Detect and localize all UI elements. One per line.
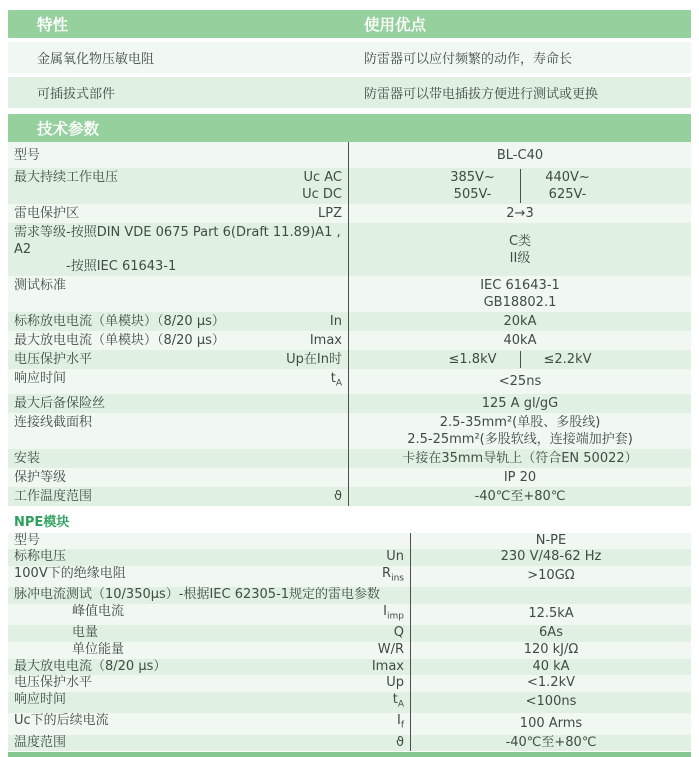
spec-label-cell — [8, 659, 410, 676]
symbol-subscript: A — [397, 699, 404, 710]
spec-value-line: II级 — [509, 250, 531, 266]
spec-label-line: 电压保护水平 — [14, 352, 93, 367]
spec-label-cell — [8, 549, 410, 566]
spec-value-cell — [410, 735, 691, 752]
benefit-cell: 防雷器可以带电插拔方便进行测试或更换 — [364, 87, 599, 102]
spec-value: <1.2kV — [527, 675, 575, 691]
spec-value-pair-col — [520, 351, 615, 368]
spec-label — [14, 370, 66, 387]
spec-value: <25ns — [498, 373, 542, 389]
features-header-col1: 特性 — [37, 16, 69, 34]
spec-row — [8, 735, 691, 752]
spec-symbol — [310, 332, 348, 349]
spec-label — [14, 714, 109, 729]
spec-value: 12.5kA — [528, 606, 574, 622]
spec-symbol-line: Up — [386, 675, 404, 691]
spec-value-line: IEC 61643-1 — [480, 278, 560, 293]
spec-symbol — [302, 169, 348, 203]
spec-value: -40℃至+80℃ — [474, 488, 566, 504]
spec-symbol — [396, 736, 410, 751]
spec-symbol — [386, 676, 410, 691]
bottom-accent-bar — [8, 752, 691, 757]
spec-label — [14, 224, 342, 275]
spec-label-line: 标称电压 — [14, 549, 67, 565]
spec-symbol — [386, 550, 410, 565]
spec-symbol — [318, 205, 348, 222]
spec-value-cell — [348, 350, 691, 369]
spec-symbol-line: Q — [393, 625, 404, 641]
spec-value: 230 V/48-62 Hz — [500, 549, 602, 565]
spec-label-line: 响应时间 — [14, 692, 67, 708]
spec-value: 120 kJ/Ω — [523, 642, 579, 657]
spec-value-cell — [348, 413, 691, 449]
spec-value: 卡接在35mm导轨上（符合EN 50022） — [402, 450, 638, 466]
spec-value-cell — [410, 675, 691, 692]
spec-label-cell — [8, 449, 348, 468]
benefit-cell: 防雷器可以应付频繁的动作，寿命长 — [364, 52, 573, 67]
spec-label-line: -按照IEC 61643-1 — [66, 259, 177, 274]
spec-symbol-line: Uc DC — [302, 187, 342, 202]
spec-value-cell — [348, 142, 691, 168]
spec-row — [8, 312, 691, 331]
spec-row — [8, 468, 691, 487]
spec-value-line: C类 — [508, 233, 532, 249]
spec-label-line: 连接线截面积 — [14, 414, 93, 430]
symbol-base: I — [396, 713, 401, 729]
spec-row — [8, 587, 691, 604]
spec-value-cell — [410, 549, 691, 566]
spec-value-cell — [348, 312, 691, 331]
spec-value-line: 2.5-25mm²(多股软线，连接端加护套) — [407, 431, 633, 447]
spec-label-line: 最大放电电流（单模块）（8/20 μs） — [14, 333, 225, 348]
spec-symbol — [372, 660, 410, 675]
spec-value-pair-col — [520, 169, 615, 203]
spec-label — [14, 550, 66, 565]
spec-label-cell — [8, 566, 410, 587]
spec-label-cell — [8, 642, 410, 659]
symbol-subscript: A — [335, 378, 342, 389]
spec-value: >10GΩ — [527, 568, 575, 584]
spec-symbol-line — [383, 605, 404, 624]
spec-value-cell — [410, 604, 691, 625]
spec-row — [8, 713, 691, 734]
spec-symbol-line: Imax — [371, 658, 404, 674]
spec-value: 40kA — [503, 333, 537, 348]
spec-value-cell — [348, 204, 691, 223]
spec-label — [14, 626, 98, 641]
spec-value: N-PE — [535, 532, 567, 548]
symbol-base: R — [382, 566, 392, 581]
spec-label — [14, 169, 118, 186]
spec-value: BL-C40 — [496, 148, 544, 163]
spec-label-cell — [8, 587, 410, 604]
spec-label-cell — [8, 331, 348, 350]
spec-row — [8, 276, 691, 312]
spec-value: 6As — [539, 625, 563, 641]
spec-label — [14, 534, 40, 549]
spec-label-cell — [8, 533, 410, 550]
spec-symbol-line: ϑ — [333, 488, 342, 504]
spec-value-pair — [426, 169, 615, 203]
spec-row — [8, 394, 691, 413]
tech-params-title: 技术参数 — [37, 120, 100, 138]
tech-params-header-band — [8, 114, 691, 142]
spec-label-cell — [8, 487, 348, 506]
spec-label-line: 最大后备保险丝 — [14, 395, 106, 411]
spec-symbol — [383, 605, 410, 624]
spec-value-cell — [410, 625, 691, 642]
spec-symbol-line: W/R — [377, 642, 404, 657]
spec-label-line: 温度范围 — [14, 734, 67, 750]
feature-row — [8, 77, 691, 108]
spec-value-line: GB18802.1 — [483, 295, 557, 310]
spec-symbol-line: Up在In时 — [286, 352, 342, 367]
spec-symbol — [286, 351, 348, 368]
spec-label-line: 单位能量 — [72, 642, 125, 657]
spec-value-cell — [410, 566, 691, 587]
spec-label — [14, 277, 66, 294]
spec-label-line: 保护等级 — [14, 469, 67, 485]
spec-value-line: 625V- — [548, 187, 587, 202]
spec-label-cell — [8, 223, 348, 276]
spec-value: IP 20 — [503, 469, 537, 485]
spec-label-cell — [8, 369, 348, 394]
spec-row — [8, 675, 691, 692]
spec-label-line: 最大放电电流（8/20 μs） — [14, 658, 167, 674]
spec-label — [14, 736, 66, 751]
symbol-subscript: imp — [387, 611, 404, 622]
spec-label — [14, 469, 66, 486]
spec-value-cell — [348, 394, 691, 413]
spec-label — [14, 643, 124, 658]
spec-value: 125 A gl/gG — [481, 395, 559, 411]
spec-symbol-line: Uc AC — [303, 170, 342, 185]
spec-value-pair-col — [426, 351, 520, 368]
spec-value-cell — [410, 587, 691, 604]
spec-row — [8, 549, 691, 566]
spec-value-cell — [348, 369, 691, 394]
spec-value-cell — [410, 533, 691, 550]
spec-value: 20kA — [503, 314, 537, 329]
symbol-subscript: ins — [391, 573, 404, 584]
spec-row — [8, 142, 691, 168]
spec-symbol-line — [382, 567, 404, 586]
spec-symbol — [397, 714, 410, 733]
spec-label-cell — [8, 625, 410, 642]
spec-label — [14, 395, 105, 412]
spec-value-line: 2.5-35mm²(单股、多股线) — [439, 414, 601, 430]
spec-label — [14, 414, 92, 431]
spec-row — [8, 604, 691, 625]
spec-value: 40 kA — [532, 658, 570, 674]
spec-label-line: 100V下的绝缘电阻 — [14, 566, 126, 581]
spec-symbol — [334, 488, 348, 505]
spec-row — [8, 350, 691, 369]
spec-row — [8, 566, 691, 587]
spec-row — [8, 413, 691, 449]
spec-label-cell — [8, 204, 348, 223]
spec-label-cell — [8, 276, 348, 312]
spec-row — [8, 625, 691, 642]
npe-section-title: NPE模块 — [8, 506, 691, 533]
spec-symbol-line — [393, 693, 404, 712]
spec-label-cell — [8, 692, 410, 713]
spec-label-line: 最大持续工作电压 — [14, 170, 119, 185]
spec-label — [14, 351, 92, 368]
spec-value: 100 Arms — [519, 715, 583, 731]
spec-row — [8, 331, 691, 350]
spec-label — [14, 605, 124, 620]
spec-label — [14, 660, 166, 675]
spec-symbol — [382, 567, 410, 586]
spec-value-cell — [410, 642, 691, 659]
features-header-col2: 使用优点 — [364, 16, 427, 34]
spec-value-line: 385V~ — [450, 170, 495, 185]
spec-symbol-line: ϑ — [395, 734, 404, 750]
spec-table-npe — [8, 533, 691, 752]
spec-label — [14, 332, 225, 349]
spec-label — [14, 450, 40, 467]
spec-value: 2→3 — [506, 206, 534, 221]
spec-value-pair — [426, 351, 615, 368]
spec-table-technical — [8, 142, 691, 506]
spec-label — [14, 567, 126, 582]
spec-row — [8, 533, 691, 550]
spec-label-line: 标称放电电流（单模块）（8/20 μs） — [14, 314, 225, 329]
spec-label-line: 需求等级-按照DIN VDE 0675 Part 6(Draft 11.89)A1 , A2 — [14, 225, 341, 257]
spec-value-line: ≤1.8kV — [448, 352, 497, 367]
spec-row — [8, 168, 691, 204]
spec-label-cell — [8, 713, 410, 734]
feature-row — [8, 42, 691, 73]
spec-label-cell — [8, 350, 348, 369]
spec-symbol — [378, 643, 410, 658]
spec-label-line: 响应时间 — [14, 371, 67, 386]
spec-value-cell — [348, 487, 691, 506]
spec-symbol-line: LPZ — [318, 206, 342, 221]
spec-label-cell — [8, 413, 348, 449]
symbol-base: t — [392, 692, 398, 708]
symbol-subscript: f — [400, 721, 404, 731]
spec-label-cell — [8, 735, 410, 752]
spec-row — [8, 204, 691, 223]
spec-label-line: 雷电保护区 — [14, 206, 80, 221]
spec-value-cell — [348, 168, 691, 204]
spec-symbol-line: In — [329, 314, 342, 329]
spec-row — [8, 692, 691, 713]
spec-label-cell — [8, 604, 410, 625]
spec-symbol — [331, 370, 348, 393]
spec-value-line: ≤2.2kV — [543, 352, 592, 367]
spec-value: <100ns — [525, 694, 577, 710]
spec-row — [8, 369, 691, 394]
spec-label-cell — [8, 675, 410, 692]
spec-label-cell — [8, 168, 348, 204]
spec-symbol-line — [331, 370, 342, 393]
spec-value-cell — [410, 713, 691, 734]
symbol-base: t — [330, 371, 336, 386]
symbol-base: I — [383, 604, 388, 619]
spec-value-line: 505V- — [453, 187, 492, 202]
spec-label-cell — [8, 312, 348, 331]
feature-cell: 金属氧化物压敏电阻 — [37, 52, 155, 67]
spec-symbol — [330, 313, 348, 330]
spec-row — [8, 659, 691, 676]
spec-label-cell — [8, 468, 348, 487]
spec-value-cell — [410, 659, 691, 676]
spec-value-cell — [348, 276, 691, 312]
spec-value-cell — [348, 468, 691, 487]
spec-row — [8, 449, 691, 468]
spec-label-line: 安装 — [14, 450, 41, 466]
spec-label — [14, 676, 92, 691]
spec-value-cell — [410, 692, 691, 713]
spec-label-line: 型号 — [14, 148, 41, 163]
spec-label — [14, 488, 92, 505]
spec-label — [14, 693, 66, 708]
feature-cell: 可插拔式部件 — [37, 87, 116, 102]
spec-label — [14, 205, 79, 222]
spec-symbol-line — [397, 714, 404, 733]
spec-label-line: 测试标准 — [14, 278, 67, 293]
spec-label-line: 型号 — [14, 532, 41, 548]
spec-label-line: 工作温度范围 — [14, 488, 93, 504]
spec-value-pair-col — [426, 169, 520, 203]
spec-value-cell — [348, 449, 691, 468]
spec-value-line: 440V~ — [545, 170, 590, 185]
spec-label-line: Uc下的后续电流 — [14, 713, 109, 729]
spec-value-cell — [348, 223, 691, 276]
spec-label — [14, 588, 380, 603]
spec-symbol-line: Imax — [309, 333, 342, 348]
spec-label-line: 峰值电流 — [72, 604, 125, 619]
spec-label-cell — [8, 394, 348, 413]
spec-label-line: 脉冲电流测试（10/350μs）-根据IEC 62305-1规定的雷电参数 — [14, 587, 381, 603]
spec-symbol — [394, 626, 410, 641]
spec-symbol-line: Un — [386, 549, 404, 565]
spec-symbol — [393, 693, 410, 712]
features-header-band — [8, 10, 691, 38]
spec-label-line: 电压保护水平 — [14, 675, 93, 691]
spec-value: -40℃至+80℃ — [505, 734, 597, 750]
spec-row — [8, 642, 691, 659]
spec-label-cell — [8, 142, 348, 168]
spec-value-cell — [348, 331, 691, 350]
spec-label-line: 电量 — [72, 625, 99, 641]
spec-row — [8, 487, 691, 506]
spec-label — [14, 147, 40, 164]
spec-row — [8, 223, 691, 276]
spec-label — [14, 313, 225, 330]
